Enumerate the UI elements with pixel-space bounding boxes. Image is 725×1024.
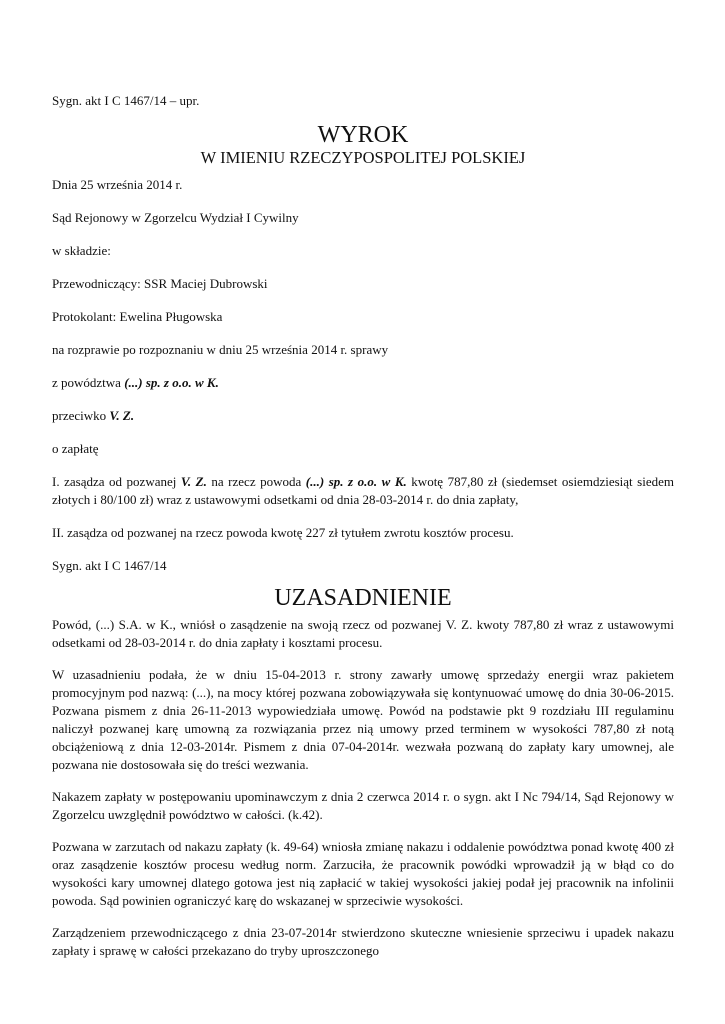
ruling-item-1-text-c: kwotę 787,80 zł (siedemset osiemdziesiąt siedem złotych i 80/100 zł) wraz z ustawowymi odsetkami od dnia 28-03-2014 r. do dnia zapłaty, (52, 474, 674, 507)
justification-paragraph: W uzasadnieniu podała, że w dniu 15-04-2013 r. strony zawarły umowę sprzedaży energii wraz pakietem promocyjnym pod nazwą: (...), na mocy której pozwana zobowiązywała się kontynuować umowę do dnia 30-06-2015. Pozwana pismem z dnia 26-11-2013 wypowiedziała umowę. Powód na podstawie pkt 9 rozdziału III regulaminu naliczył pozwanej karę umowną za rozwiązania przez nią umowy przed terminem w wysokości 787,80 zł notą obciążeniową z dnia 12-03-2014r. Pismem z dnia 07-04-2014r. wezwała pozwaną do zapłaty kary umownej, ale pozwana nie dostosowała się do treści wezwania. (52, 667, 674, 772)
defendant-name: V. Z. (109, 408, 135, 423)
ruling-item-1-defendant: V. Z. (180, 474, 207, 489)
document-page (52, 92, 674, 960)
court-name: Sąd Rejonowy w Zgorzelcu Wydział I Cywilny (52, 210, 299, 225)
ruling-date: Dnia 25 września 2014 r. (52, 177, 183, 192)
justification-signature: Sygn. akt I C 1467/14 (52, 558, 167, 573)
plaintiff-name: (...) sp. z o.o. w K. (124, 375, 219, 390)
ruling-item-1-text-b: na rzecz powoda (206, 474, 306, 489)
ruling-item-1 (52, 473, 674, 509)
case-signature: Sygn. akt I C 1467/14 – upr. (52, 93, 200, 108)
document-title: WYROK (317, 122, 409, 148)
ruling-item-2: II. zasądza od pozwanej na rzecz powoda kwotę 227 zł tytułem zwrotu kosztów procesu. (52, 525, 514, 540)
plaintiff-line (52, 374, 674, 392)
document-subtitle: W IMIENIU RZECZYPOSPOLITEJ POLSKIEJ (200, 148, 526, 167)
ruling-item-1-plaintiff: (...) sp. z o.o. w K. (305, 474, 407, 489)
plaintiff-prefix: z powództwa (52, 375, 125, 390)
case-subject: o zapłatę (52, 441, 99, 456)
justification-paragraph: Pozwana w zarzutach od nakazu zapłaty (k. 49-64) wniosła zmianę nakazu i oddalenie powództwa ponad kwotę 400 zł oraz zasądzenie kosztów procesu według norm. Zarzuciła, że pracownik powódki wprowadził ją w błąd co do wysokości kary umownej dlatego gotowa jest nią zapłacić w takiej wysokości jakiej podał jej pracownik na infolinii powoda. Sąd powinien ograniczyć karę do wskazanej w sprzeciwie wysokości. (52, 839, 674, 908)
justification-paragraph: Nakazem zapłaty w postępowaniu upominawczym z dnia 2 czerwca 2014 r. o sygn. akt I Nc 794/14, Sąd Rejonowy w Zgorzelcu uwzględnił powództwo w całości. (k.42). (52, 789, 674, 822)
justification-paragraph: Zarządzeniem przewodniczącego z dnia 23-07-2014r stwierdzono skuteczne wniesienie sprzeciwu i upadek nakazu zapłaty i sprawę w całości przekazano do tryby uproszczonego (52, 925, 674, 958)
defendant-line (52, 407, 674, 425)
ruling-item-1-text-a: I. zasądza od pozwanej (52, 474, 181, 489)
chair-person: Przewodniczący: SSR Maciej Dubrowski (52, 276, 268, 291)
hearing-line: na rozprawie po rozpoznaniu w dniu 25 września 2014 r. sprawy (52, 342, 389, 357)
composition-label: w składzie: (52, 243, 111, 258)
defendant-prefix: przeciwko (52, 408, 110, 423)
justification-paragraph: Powód, (...) S.A. w K., wniósł o zasądzenie na swoją rzecz od pozwanej V. Z. kwoty 787,80 zł wraz z ustawowymi odsetkami od 28-03-2014 r. do dnia zapłaty i kosztami procesu. (52, 617, 674, 650)
court-clerk: Protokolant: Ewelina Pługowska (52, 309, 223, 324)
justification-heading: UZASADNIENIE (274, 585, 452, 611)
